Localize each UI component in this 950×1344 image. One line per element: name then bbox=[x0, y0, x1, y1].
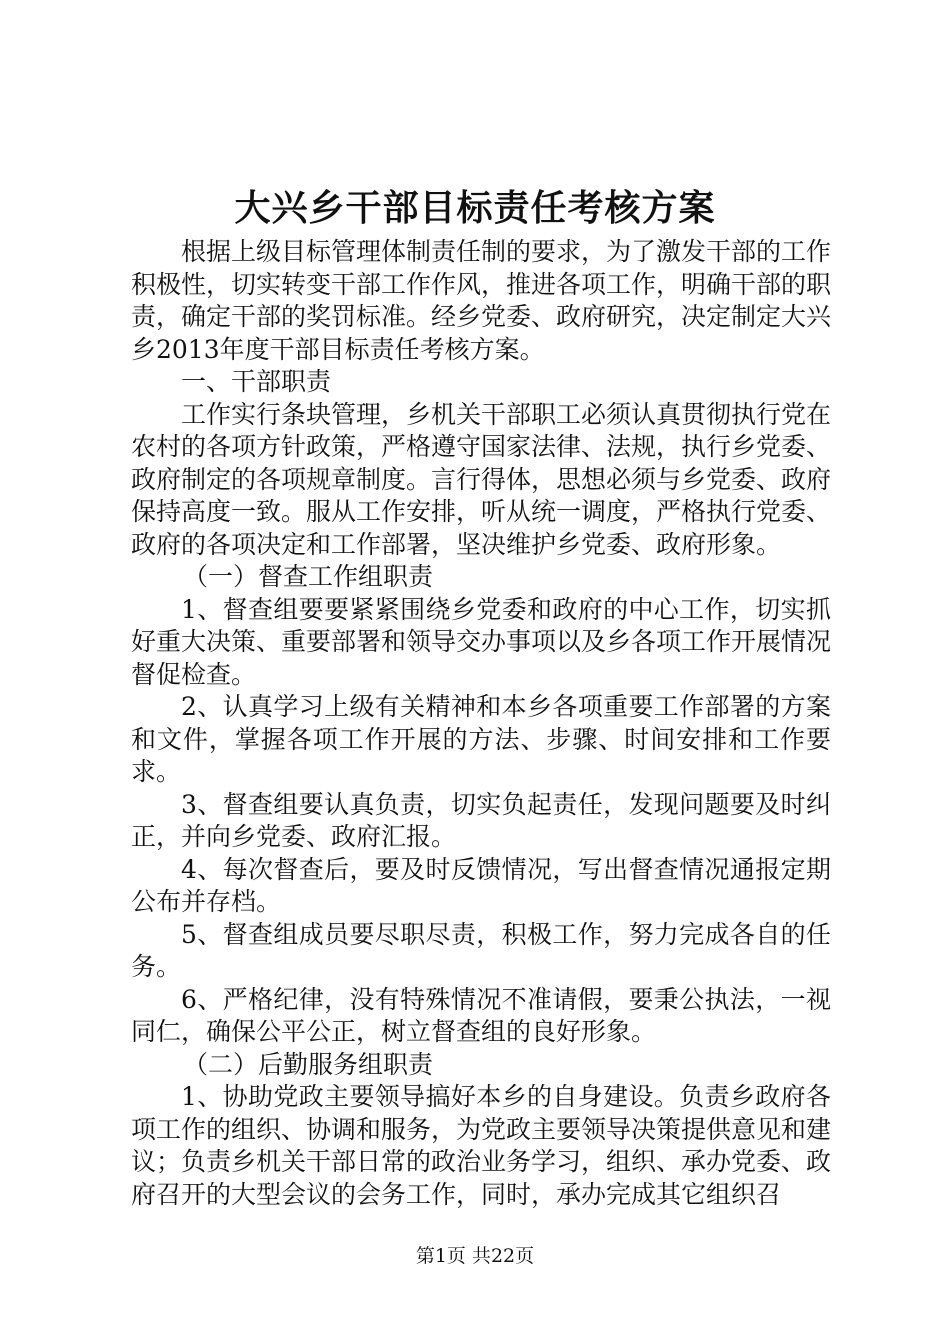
document-title: 大兴乡干部目标责任考核方案 bbox=[234, 187, 716, 229]
logistics-item-1: 1、协助党政主要领导搞好本乡的自身建设。负责乡政府各项工作的组织、协调和服务，为党政主要领导决策提供意见和建议；负责乡机关干部日常的政治业务学习，组织、承办党委、政府召开的大型会议的会务工作，同时，承办完成其它组织召 bbox=[131, 1082, 832, 1209]
cadre-duties-paragraph: 工作实行条块管理，乡机关干部职工必须认真贯彻执行党在农村的各项方针政策，严格遵守国家法律、法规，执行乡党委、政府制定的各项规章制度。言行得体，思想必须与乡党委、政府保持高度一致。服从工作安排，听从统一调度，严格执行党委、政府的各项决定和工作部署，坚决维护乡党委、政府形象。 bbox=[131, 399, 832, 559]
document-body bbox=[131, 236, 831, 1211]
page-footer: 第1页 共22页 bbox=[415, 1245, 535, 1267]
subsection-heading-logistics-group: （二）后勤服务组职责 bbox=[183, 1049, 434, 1079]
inspection-item-5: 5、督查组成员要尽职尽责，积极工作，努力完成各自的任务。 bbox=[131, 919, 831, 981]
inspection-item-6: 6、严格纪律，没有特殊情况不准请假，要秉公执法，一视同仁，确保公平公正，树立督查组的良好形象。 bbox=[131, 984, 831, 1046]
inspection-item-3: 3、督查组要认真负责，切实负起责任，发现问题要及时纠正，并向乡党委、政府汇报。 bbox=[131, 789, 831, 851]
inspection-item-1: 1、督查组要要紧紧围绕乡党委和政府的中心工作，切实抓好重大决策、重要部署和领导交办事项以及乡各项工作开展情况督促检查。 bbox=[131, 594, 832, 689]
subsection-heading-inspection-group: （一）督查工作组职责 bbox=[183, 562, 434, 591]
section-heading-cadre-duties: 一、干部职责 bbox=[181, 367, 332, 396]
inspection-item-2: 2、认真学习上级有关精神和本乡各项重要工作部署的方案和文件，掌握各项工作开展的方法、步骤、时间安排和工作要求。 bbox=[131, 692, 831, 786]
intro-paragraph: 根据上级目标管理体制责任制的要求，为了激发干部的工作积极性，切实转变干部工作作风，推进各项工作，明确干部的职责，确定干部的奖罚标准。经乡党委、政府研究，决定制定大兴乡2013年度干部目标责任考核方案。 bbox=[131, 237, 832, 364]
inspection-item-4: 4、每次督查后，要及时反馈情况，写出督查情况通报定期公布并存档。 bbox=[131, 854, 831, 916]
